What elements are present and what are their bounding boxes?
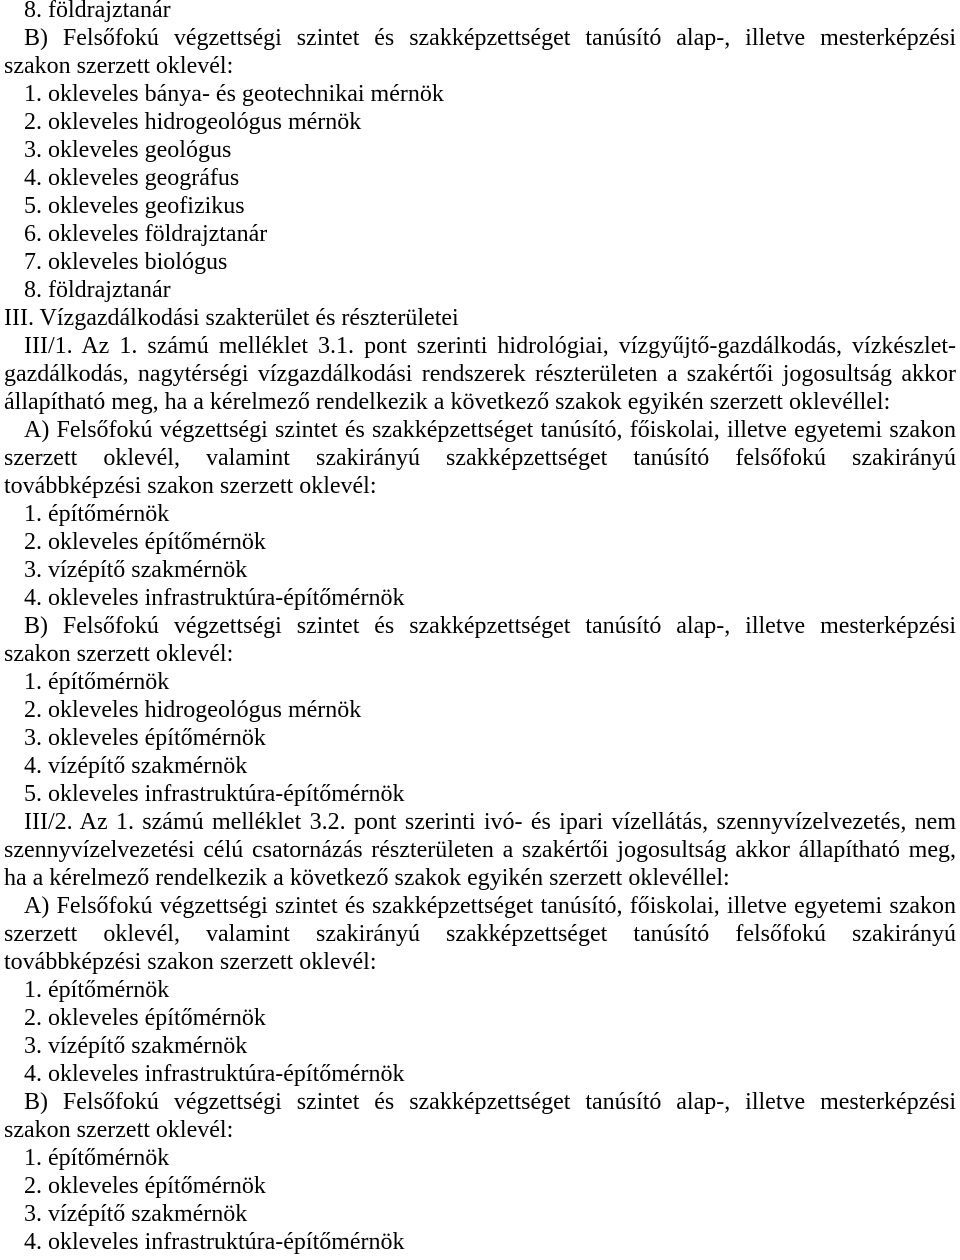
subsection-intro-line: gazdálkodás, nagytérségi vízgazdálkodási rendszerek részterületen a szakértői jogosultság akkor [4,364,956,387]
list-item: 1. okleveles bánya- és geotechnikai mérnök [24,84,444,107]
subsection-intro-line: III/1. Az 1. számú melléklet 3.1. pont szerinti hidrológiai, vízgyűjtő-gazdálkodás, vízkészlet- [24,336,956,359]
list-item: 4. okleveles infrastruktúra-építőmérnök [24,588,405,611]
category-a-heading: szerzett oklevél, valamint szakirányú szakképzettséget tanúsító felsőfokú szakirányú [4,924,956,947]
subsection-intro-line: ha a kérelmező rendelkezik a következő szakok egyikén szerzett oklevéllel: [4,868,730,891]
list-item: 8. földrajztanár [24,0,171,23]
list-item: 3. vízépítő szakmérnök [24,1036,248,1059]
section-title: III. Vízgazdálkodási szakterület és részterületei [4,308,459,331]
subsection-iii-1 [4,336,956,812]
list-item: 4. okleveles geográfus [24,168,240,191]
list-item: 1. építőmérnök [24,980,170,1003]
category-b-heading: szakon szerzett oklevél: [4,644,234,667]
category-b-heading: B) Felsőfokú végzettségi szintet és szakképzettséget tanúsító alap-, illetve mesterképzési [24,616,956,639]
category-b-heading: szakon szerzett oklevél: [4,1120,234,1143]
category-a-heading: szerzett oklevél, valamint szakirányú szakképzettséget tanúsító felsőfokú szakirányú [4,448,956,471]
list-item: 6. okleveles földrajztanár [24,224,268,247]
subsection-iii-2 [4,812,956,1260]
subsection-intro-line: III/2. Az 1. számú melléklet 3.2. pont szerinti ivó- és ipari vízellátás, szennyvízelvezetés, nem [24,812,956,835]
subsection-intro-line: szennyvízelvezetési célú csatornázás részterületen a szakértői jogosultság akkor állapítható meg, [4,840,956,863]
list-item: 3. okleveles geológus [24,140,232,163]
list-item: 4. vízépítő szakmérnök [24,756,248,779]
category-a-heading: továbbképzési szakon szerzett oklevél: [4,952,377,975]
category-b-heading: B) Felsőfokú végzettségi szintet és szakképzettséget tanúsító alap-, illetve mesterképzési [24,28,956,51]
section-iii [4,308,956,1260]
list-item: 1. építőmérnök [24,672,170,695]
category-b-heading: szakon szerzett oklevél: [4,56,234,79]
document-page [4,0,956,1260]
category-a-heading: A) Felsőfokú végzettségi szintet és szakképzettséget tanúsító, főiskolai, illetve egyetemi szakon [24,420,956,443]
list-item: 7. okleveles biológus [24,252,228,275]
subsection-intro-line: állapítható meg, ha a kérelmező rendelkezik a következő szakok egyikén szerzett oklevéllel: [4,392,891,415]
list-item: 1. építőmérnök [24,1148,170,1171]
category-a-heading: A) Felsőfokú végzettségi szintet és szakképzettséget tanúsító, főiskolai, illetve egyetemi szakon [24,896,956,919]
list-item: 2. okleveles hidrogeológus mérnök [24,112,362,135]
list-item: 5. okleveles infrastruktúra-építőmérnök [24,784,405,807]
list-item: 4. okleveles infrastruktúra-építőmérnök [24,1064,405,1087]
category-b-heading: B) Felsőfokú végzettségi szintet és szakképzettséget tanúsító alap-, illetve mesterképzési [24,1092,956,1115]
list-item: 2. okleveles hidrogeológus mérnök [24,700,362,723]
category-a-heading: továbbképzési szakon szerzett oklevél: [4,476,377,499]
list-item: 8. földrajztanár [24,280,171,303]
list-item: 2. okleveles építőmérnök [24,1176,266,1199]
list-item: 3. vízépítő szakmérnök [24,560,248,583]
list-item: 3. vízépítő szakmérnök [24,1204,248,1227]
list-item: 1. építőmérnök [24,504,170,527]
list-item: 2. okleveles építőmérnök [24,532,266,555]
list-item: 3. okleveles építőmérnök [24,728,266,751]
previous-qualification-list [4,0,956,308]
list-item: 2. okleveles építőmérnök [24,1008,266,1031]
list-item: 4. okleveles infrastruktúra-építőmérnök [24,1232,405,1255]
list-item: 5. okleveles geofizikus [24,196,245,219]
